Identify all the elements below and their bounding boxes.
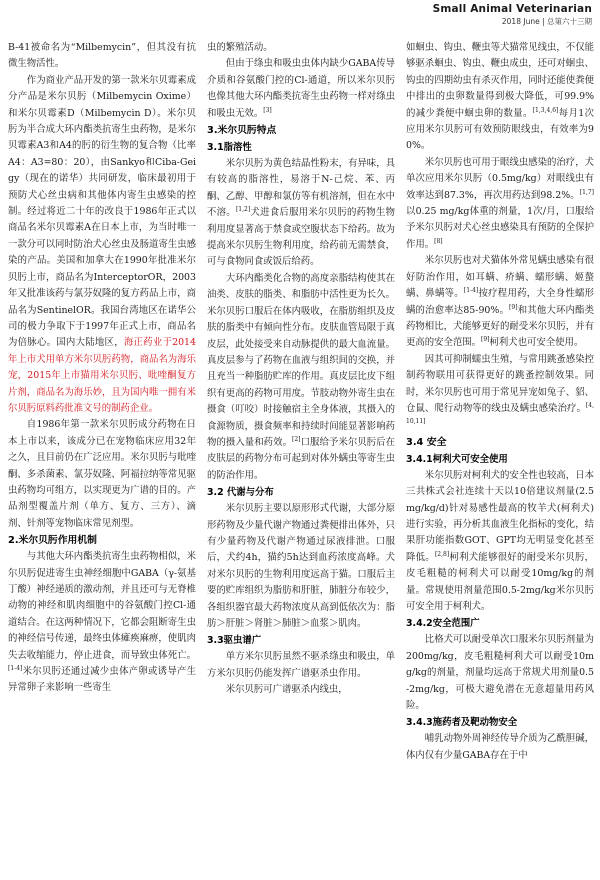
citation: [8] [434,237,443,245]
paragraph: 单方米尔贝肟虽然不驱杀绦虫和吸虫，单方米尔贝肟仍能发挥广谱驱杀虫作用。 [207,651,395,679]
journal-title: Small Animal Veterinarian [432,3,592,15]
paragraph-text: 米尔贝肟也对犬猫体外常见螨虫感染有很好防治作用，如耳螨、疥螨、蠕形螨、姬螯螨、鼻螨等。 [406,255,594,300]
paragraph: 米尔贝肟可广谱驱杀内线虫， [225,684,348,696]
column-3 [406,40,594,874]
citation: [9] [509,303,518,311]
paragraph [207,156,395,271]
subsection-heading: 3.4.2安全范围广 [406,618,480,630]
paragraph [8,549,196,697]
paragraph-text: 米尔贝肟对柯利犬的安全性也较高，日本三共株式会社连续十天以10倍建议剂量(2.5 mg/kg/d)针对易感性最高的牧羊犬(柯利犬)进行实验，再分析其血液生化指标的变化，结果肝功能指数GOT、GPT均无明显变化甚至降低。 [406,469,594,563]
paragraph-text: 柯利犬能够很好的耐受米尔贝肟，皮毛粗糙的柯利犬可以耐受10mg/kg的剂量。常规使用剂量范围0.5-2mg/kg米尔贝肟可安全用于柯利犬。 [406,551,594,612]
paragraph-text: 米尔贝肟还通过减少虫体产卵或诱导产生异常卵子来影响一些寄生 [8,666,196,694]
paragraph: B-41被命名为“Milbemycin”，但其没有抗微生物活性。 [8,42,196,70]
paragraph-text: 与其他大环内酯类抗寄生虫药物相似，米尔贝肟促进寄生虫神经细胞中GABA（γ-氨基丁酸）神经递质的激动剂，并且还可与无脊椎动物的神经和肌肉细胞中的谷氨酸门控Cl-通道结合。在这两种情况下，它都会阻断寄生虫的神经信号传递，最终虫体瘫痪麻痹，使肌肉失去收缩能力，停止进食，而导致虫体死亡。 [8,551,196,661]
paragraph-text: 口服给予米尔贝肟后在皮肤层的药物分布可起到对体外螨虫等寄生虫的防治作用。 [207,436,395,481]
paragraph-text: 柯利犬也可安全使用。 [489,337,584,349]
paragraph-text: 每月1次应用米尔贝肟可有效预防眼线虫，有效率为90%。 [406,107,594,152]
paragraph: 自1986年第一款米尔贝肟成分药物在日本上市以来，该成分已在宠物临床应用32年之久，且目前仍在广泛应用。米尔贝肟与吡喹酮、多杀菌素、氯芬奴隆、阿福拉纳等常见驱虫药物均可组方，以实现更为广谱的目的。产品剂型覆盖片剂（单方、复方、三方）、滴剂、针剂等宠物临床常见剂型。 [8,419,196,529]
paragraph [406,468,594,616]
citation: [9] [481,336,490,344]
citation: [1-4] [8,664,23,672]
article-body [8,40,594,874]
paragraph-text: 因其可抑制蠕虫生殖，与常用跳蚤感染控制药物联用可获得更好的跳蚤控制效果。同时，米尔贝肟也可用于常见异宠如兔子、貂、仓鼠、爬行动物等的线虫及螨虫感染治疗。 [406,353,594,414]
citation: [1,7] [579,188,594,196]
citation: [4,10,11] [406,401,594,426]
subsection-heading: 3.3驱虫谱广 [207,635,262,647]
subsection-heading: 3.4.1柯利犬可安全使用 [406,453,508,465]
section-heading: 3.米尔贝肟特点 [207,125,277,137]
citation: [1,3,4,6] [532,106,559,114]
citation: [2,8] [434,550,450,558]
citation: [1,2] [235,206,251,214]
column-2 [207,40,395,874]
citation: [1-4] [463,286,479,294]
subsection-heading: 3.2 代谢与分布 [207,487,274,499]
highlighted-text: 海正药业于2014年上市犬用单方米尔贝肟药物，商品名为海乐宠，2015年上市猫用米尔贝肟、吡喹酮复方片剂，商品名为海乐妙，且为国内唯一拥有米尔贝肟原料药批准文号的制药企业。 [8,337,196,414]
paragraph [406,155,594,253]
paragraph-text: 以0.25 mg/kg体重的剂量，1次/月，口服给予米尔贝肟对犬心丝虫感染具有预防的全保护作用。 [406,206,594,250]
issue-info: 2018 June | 总第六十三期 [501,17,592,26]
paragraph: 米尔贝肟主要以原形形式代谢，大部分原形药物及少量代谢产物通过粪便排出体外，只有少量药物及代谢产物通过尿液排泄。口服后，犬约4h，猫约5h达到血药浓度高峰。犬对米尔贝肟的生物利用度远高于猫。口服后主要的贮库组织为脂肪和肝脏，肺脏分布较少，各组织器官最大药物浓度从高到低依次为：脂肪＞肝脏＞肾脏＞肺脏＞血浆＞肌肉。 [207,503,395,629]
paragraph-text: 米尔贝肟为黄色结晶性粉末，有异味，具有较高的脂溶性，易溶于N-己烷、苯、丙酮、乙醇、甲醇和氯仿等有机溶剂，但在水中不溶。 [207,158,395,219]
column-1 [8,40,196,874]
paragraph-text: 和其他大环内酯类药物相比，犬能够更好的耐受米尔贝肟，并有更高的安全范围。 [406,304,594,349]
section-heading: 2.米尔贝肟作用机制 [8,535,97,547]
paragraph [207,271,395,484]
paragraph [406,40,594,155]
paragraph [207,56,395,122]
subsection-heading: 3.1脂溶性 [207,142,252,154]
citation: [2] [292,435,301,443]
paragraph-text: 犬进食后服用米尔贝肟的药物生物利用度显著高于禁食或空腹状态下给药。故为提高米尔贝肟生物利用度，给药前无需禁食，可与食物同食或饭后给药。 [207,207,395,268]
journal-masthead [433,3,592,27]
paragraph [406,253,594,351]
paragraph-text: 作为商业产品开发的第一款米尔贝霉素成分产品是米尔贝肟（Milbemycin Oxime）和米尔贝霉素D（Milbemycin D）。米尔贝肟为半合成大环内酯类抗寄生虫药物，是米尔贝霉素A3和A4的肟的衍生物的复合物（比率A4：A3=80：20），由Sankyo和Ciba-Geigy（现在的诺华）共同研发，临床最初用于预防犬心丝虫病和其他体内寄生虫感染的控制。经过将近二十年的改良于1986年正式以商品名米尔贝霉素A在日本上市，为当时唯一一款分可以同时防治犬心丝虫及肠道寄生虫感染的产品。美国和加拿大在1990年批准米尔贝肟上市，商品名为InterceptorOR，2003年又批准该药与氯芬奴隆的复方药品上市，商品名为SentinelOR。我国台湾地区在诺华公司的极力争取下于1997年正式上市，商品名为倍脉心。国内大陆地区， [8,74,196,349]
paragraph: 比格犬可以耐受单次口服米尔贝肟剂量为200mg/kg，皮毛粗糙柯利犬可以耐受10mg/kg的剂量，剂量均远高于常规犬用剂量0.5-2mg/kg，可极大避免潜在无意超量用药风险。 [406,634,594,712]
paragraph [8,73,196,418]
paragraph [406,352,594,434]
paragraph: 哺乳动物外周神经传导介质为乙酰胆碱，体内仅有少量GABA存在于中 [406,733,594,761]
section-heading: 3.4 安全 [406,436,447,448]
paragraph-text: 如蛔虫、钩虫、鞭虫等犬猫常见线虫，不仅能够驱杀蛔虫、钩虫、鞭虫成虫，还可对蛔虫、钩虫的四期幼虫有杀灭作用，同时还能使粪便中排出的虫卵数量得到极大降低，可99.9%的减少粪便中蛔虫卵的数量。 [406,42,594,119]
paragraph-text: 按疗程用药，大全身性蠕形螨的治愈率达85-90%。 [406,288,594,316]
subsection-heading: 3.4.3施药者及靶动物安全 [406,717,518,729]
paragraph-text: 大环内酯类化合物的高度亲脂结构使其在油类、皮肤的脂类、和脂肪中活性更为长久。米尔贝肟口服后在体内吸收，在脂肪组织及皮肤的脂类中有倾向性分布。皮肤血管局限于真皮层，此处接受来自动脉提供的最大血流量。真皮层参与了药物在血液与组织间的交换，并且充当一种脂肪贮库的作用。真皮层比皮下组织有更高的药物可用度。节肢动物外寄生虫在摄食（叮咬）时接触宿主全身体液，其摄入的食源物质，摄食频率和持续时间能显著影响药物的摄入量和药效。 [207,272,395,448]
paragraph-text: 但由于绦虫和吸虫虫体内缺少GABA传导介质和谷氨酸门控的Cl-通道，所以米尔贝肟也像其他大环内酯类抗寄生虫药物一样对绦虫和吸虫无效。 [207,58,395,119]
citation: [3] [263,106,272,114]
paragraph-text: 米尔贝肟也可用于眼线虫感染的治疗，犬单次应用米尔贝肟（0.5mg/kg）对眼线虫有效率达到87.3%，再次用药达到98.2%。 [406,156,594,201]
paragraph: 虫的繁殖活动。 [207,42,273,53]
